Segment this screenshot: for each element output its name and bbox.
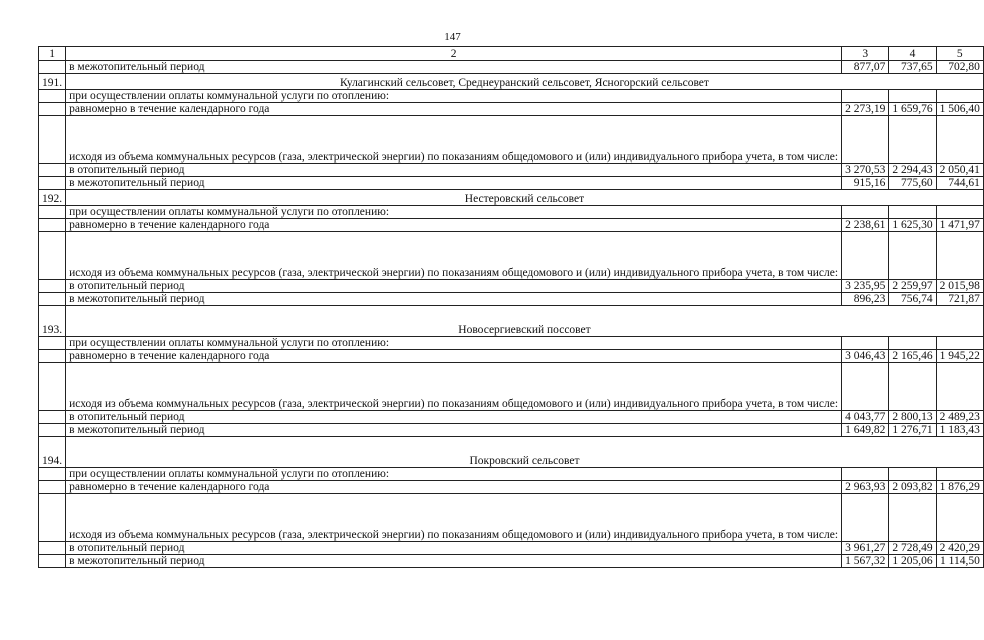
table-row [39, 280, 984, 293]
value-col-4: 2 294,43 [889, 164, 936, 177]
row-number-cell [39, 116, 66, 164]
row-label: в отопительный период [66, 280, 842, 293]
value-col-4 [889, 206, 936, 219]
value-col-5: 1 506,40 [936, 103, 983, 116]
table-row [39, 411, 984, 424]
value-col-5: 702,80 [936, 61, 983, 74]
table-row [39, 232, 984, 280]
row-number-cell [39, 468, 66, 481]
row-number-cell [39, 481, 66, 494]
section-title: Покровский сельсовет [66, 437, 984, 468]
value-col-3: 915,16 [842, 177, 889, 190]
value-col-5: 1 876,29 [936, 481, 983, 494]
row-label: в отопительный период [66, 411, 842, 424]
table-row [39, 164, 984, 177]
value-col-4 [889, 232, 936, 280]
table-row [39, 116, 984, 164]
value-col-5 [936, 468, 983, 481]
section-number: 191. [39, 74, 66, 90]
row-label: равномерно в течение календарного года [66, 481, 842, 494]
row-number-cell [39, 363, 66, 411]
table-row [39, 206, 984, 219]
row-label: в межотопительный период [66, 424, 842, 437]
value-col-5 [936, 90, 983, 103]
value-col-4: 2 259,97 [889, 280, 936, 293]
value-col-5 [936, 337, 983, 350]
row-number-cell [39, 293, 66, 306]
value-col-3: 2 273,19 [842, 103, 889, 116]
value-col-5: 721,87 [936, 293, 983, 306]
table-row [39, 542, 984, 555]
value-col-4: 1 625,30 [889, 219, 936, 232]
row-number-cell [39, 90, 66, 103]
row-number-cell [39, 337, 66, 350]
value-col-3 [842, 116, 889, 164]
value-col-5: 2 489,23 [936, 411, 983, 424]
page-number: 147 [444, 31, 461, 43]
value-col-5 [936, 206, 983, 219]
value-col-5: 1 183,43 [936, 424, 983, 437]
table-row [39, 219, 984, 232]
value-col-5 [936, 116, 983, 164]
row-number-cell [39, 542, 66, 555]
row-number-cell [39, 232, 66, 280]
row-label: при осуществлении оплаты коммунальной услуги по отоплению: [66, 337, 842, 350]
value-col-4: 2 800,13 [889, 411, 936, 424]
section-header-row [39, 74, 984, 90]
row-number-cell [39, 177, 66, 190]
row-label: равномерно в течение календарного года [66, 350, 842, 363]
row-label: при осуществлении оплаты коммунальной услуги по отоплению: [66, 468, 842, 481]
value-col-3 [842, 494, 889, 542]
value-col-5: 2 015,98 [936, 280, 983, 293]
header-col-1: 1 [39, 47, 66, 61]
table-row [39, 424, 984, 437]
header-col-4: 4 [889, 47, 936, 61]
table-row [39, 494, 984, 542]
row-label: при осуществлении оплаты коммунальной услуги по отоплению: [66, 90, 842, 103]
row-number-cell [39, 103, 66, 116]
table-row [39, 555, 984, 568]
header-col-5: 5 [936, 47, 983, 61]
value-col-4: 1 205,06 [889, 555, 936, 568]
row-label: исходя из объема коммунальных ресурсов (газа, электрической энергии) по показаниям общедомового и (или) индивидуального прибора учета, в том числе: [66, 363, 842, 411]
section-header-row [39, 190, 984, 206]
header-col-3: 3 [842, 47, 889, 61]
row-label: при осуществлении оплаты коммунальной услуги по отоплению: [66, 206, 842, 219]
row-label: в отопительный период [66, 542, 842, 555]
value-col-4: 2 093,82 [889, 481, 936, 494]
value-col-3: 896,23 [842, 293, 889, 306]
section-title: Кулагинский сельсовет, Среднеуранский сельсовет, Ясногорский сельсовет [66, 74, 984, 90]
section-title: Нестеровский сельсовет [66, 190, 984, 206]
row-label: исходя из объема коммунальных ресурсов (газа, электрической энергии) по показаниям общедомового и (или) индивидуального прибора учета, в том числе: [66, 116, 842, 164]
header-col-2: 2 [66, 47, 842, 61]
row-number-cell [39, 424, 66, 437]
table-row [39, 293, 984, 306]
section-number: 194. [39, 437, 66, 468]
value-col-4 [889, 468, 936, 481]
section-header-row [39, 437, 984, 468]
value-col-4 [889, 116, 936, 164]
value-col-4 [889, 337, 936, 350]
row-label: равномерно в течение календарного года [66, 219, 842, 232]
value-col-5: 1 471,97 [936, 219, 983, 232]
table-row [39, 90, 984, 103]
row-number-cell [39, 350, 66, 363]
value-col-3 [842, 363, 889, 411]
value-col-3: 877,07 [842, 61, 889, 74]
row-label: в межотопительный период [66, 177, 842, 190]
value-col-4: 775,60 [889, 177, 936, 190]
table-row [39, 61, 984, 74]
value-col-4: 737,65 [889, 61, 936, 74]
value-col-4: 2 728,49 [889, 542, 936, 555]
value-col-4: 1 659,76 [889, 103, 936, 116]
row-label: в межотопительный период [66, 555, 842, 568]
value-col-3 [842, 337, 889, 350]
value-col-4 [889, 494, 936, 542]
row-number-cell [39, 411, 66, 424]
row-number-cell [39, 164, 66, 177]
value-col-3: 4 043,77 [842, 411, 889, 424]
section-header-row [39, 306, 984, 337]
value-col-5 [936, 232, 983, 280]
value-col-4 [889, 90, 936, 103]
value-col-3: 3 235,95 [842, 280, 889, 293]
value-col-3 [842, 90, 889, 103]
row-label: равномерно в течение календарного года [66, 103, 842, 116]
value-col-4 [889, 363, 936, 411]
value-col-3: 3 046,43 [842, 350, 889, 363]
row-label: в межотопительный период [66, 61, 842, 74]
section-number: 192. [39, 190, 66, 206]
row-label: исходя из объема коммунальных ресурсов (газа, электрической энергии) по показаниям общедомового и (или) индивидуального прибора учета, в том числе: [66, 232, 842, 280]
value-col-3 [842, 206, 889, 219]
section-number: 193. [39, 306, 66, 337]
value-col-3 [842, 232, 889, 280]
value-col-3: 3 270,53 [842, 164, 889, 177]
table-row [39, 468, 984, 481]
section-title: Новосергиевский поссовет [66, 306, 984, 337]
table-row [39, 481, 984, 494]
value-col-3: 2 238,61 [842, 219, 889, 232]
row-number-cell [39, 494, 66, 542]
value-col-5: 1 114,50 [936, 555, 983, 568]
row-label: в отопительный период [66, 164, 842, 177]
table-row [39, 337, 984, 350]
tariff-table [38, 46, 984, 568]
value-col-5: 2 050,41 [936, 164, 983, 177]
value-col-3 [842, 468, 889, 481]
header-row [39, 47, 984, 61]
table-row [39, 103, 984, 116]
row-number-cell [39, 555, 66, 568]
value-col-3: 1 649,82 [842, 424, 889, 437]
row-number-cell [39, 206, 66, 219]
value-col-5: 744,61 [936, 177, 983, 190]
row-label: в межотопительный период [66, 293, 842, 306]
value-col-4: 2 165,46 [889, 350, 936, 363]
value-col-5 [936, 494, 983, 542]
table-row [39, 177, 984, 190]
row-label: исходя из объема коммунальных ресурсов (газа, электрической энергии) по показаниям общедомового и (или) индивидуального прибора учета, в том числе: [66, 494, 842, 542]
value-col-3: 2 963,93 [842, 481, 889, 494]
value-col-4: 756,74 [889, 293, 936, 306]
table-row [39, 350, 984, 363]
value-col-3: 3 961,27 [842, 542, 889, 555]
value-col-4: 1 276,71 [889, 424, 936, 437]
value-col-5: 2 420,29 [936, 542, 983, 555]
row-number-cell [39, 219, 66, 232]
value-col-3: 1 567,32 [842, 555, 889, 568]
table-row [39, 363, 984, 411]
row-number-cell [39, 61, 66, 74]
value-col-5: 1 945,22 [936, 350, 983, 363]
row-number-cell [39, 280, 66, 293]
value-col-5 [936, 363, 983, 411]
